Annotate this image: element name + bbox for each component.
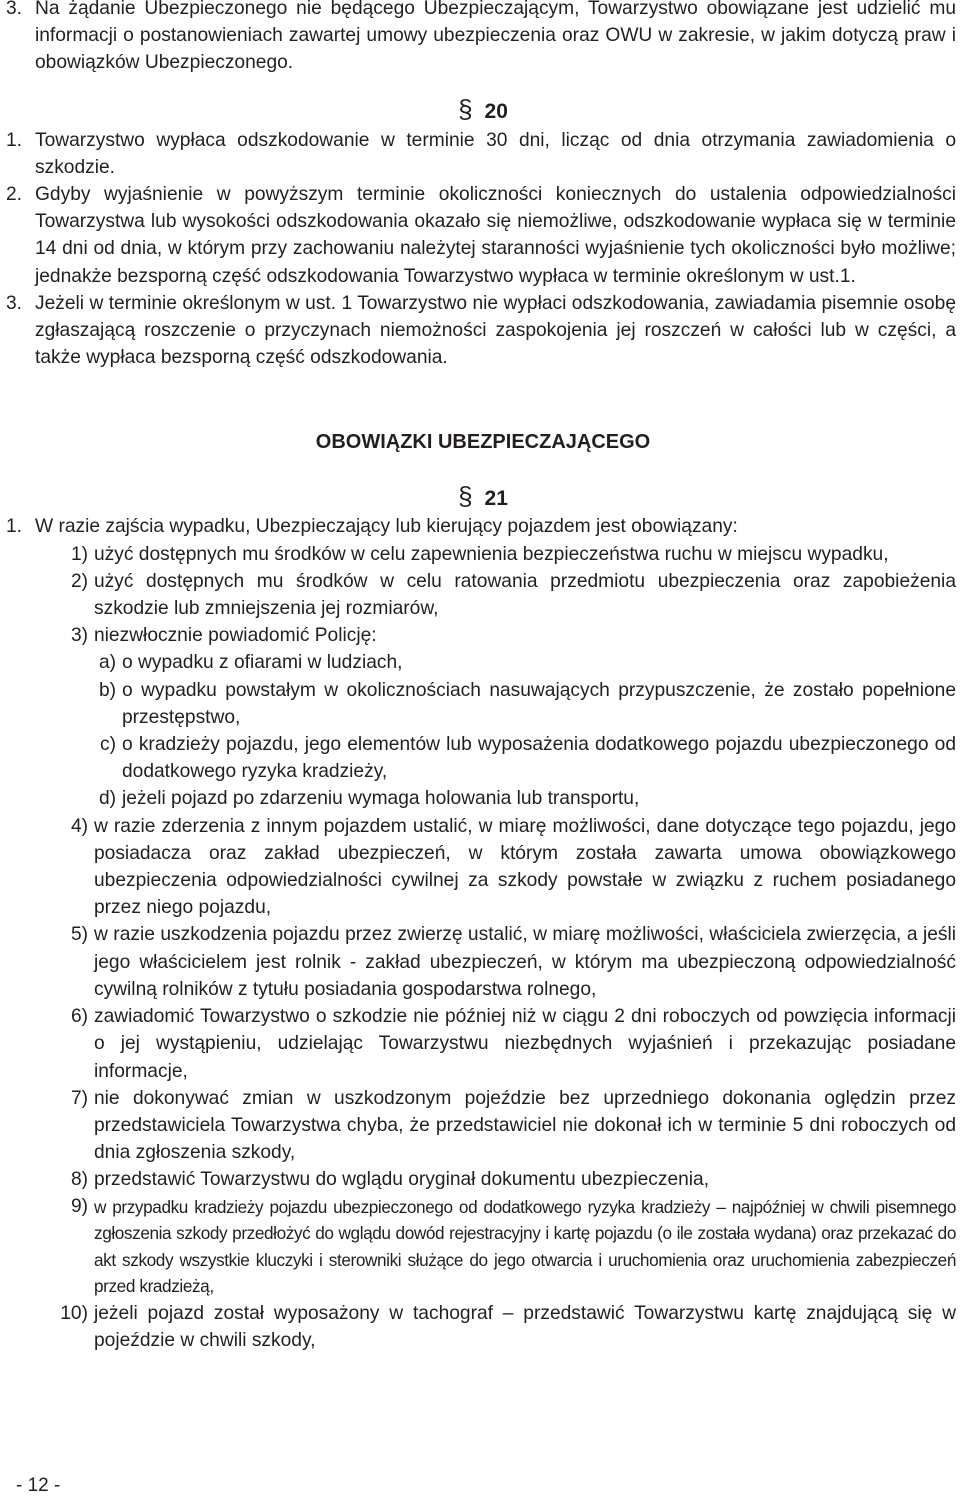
- list-text: niezwłocznie powiadomić Policję:: [94, 625, 377, 647]
- list-item-5: [6, 921, 956, 1003]
- list-item-8: [6, 1166, 956, 1193]
- list-text: zawiadomić Towarzystwo o szkodzie nie później niż w ciągu 2 dni roboczych od powzięcia informacji o jej wystąpieniu, udzielając Towarzystwu niezbędnych wyjaśnień i przekazując posiadane informacje,: [94, 1006, 956, 1082]
- section-21-heading: [6, 479, 956, 513]
- list-item-2: [6, 568, 956, 622]
- list-item-1: [6, 541, 956, 568]
- list-text: użyć dostępnych mu środków w celu ratowania przedmiotu ubezpieczenia oraz zapobieżenia szkodzie lub zmniejszenia jej rozmiarów,: [94, 570, 956, 620]
- item-text: Gdyby wyjaśnienie w powyższym terminie okoliczności koniecznych do ustalenia odpowiedzialności Towarzystwa lub wysokości odszkodowania okazało się niemożliwe, odszkodowanie wypłaca się w terminie 14 dni od dnia, w którym przy zachowaniu należytej staranności wyjaśnienie tych okoliczności było możliwe; jednakże bezsporną część odszkodowania Towarzystwo wypłaca w terminie określonym w ust.1.: [35, 184, 956, 287]
- list-text: nie dokonywać zmian w uszkodzonym pojeździe bez uprzedniego dokonania oględzin przez przedstawiciela Towarzystwa chyba, że przedstawiciel nie dokonał ich w terminie 5 dni roboczych od dnia zgłoszenia szkody,: [94, 1087, 956, 1164]
- list-number: 2): [70, 570, 88, 592]
- item-text: W razie zajścia wypadku, Ubezpieczający lub kierujący pojazdem jest obowiązany:: [35, 516, 738, 538]
- list-item-3: [6, 622, 956, 649]
- section-number: 20: [484, 99, 508, 123]
- sublist-text: o kradzieży pojazdu, jego elementów lub wyposażenia dodatkowego pojazdu ubezpieczonego od dodatkowego ryzyka kradzieży,: [122, 734, 956, 783]
- sublist-text: jeżeli pojazd po zdarzeniu wymaga holowania lub transportu,: [122, 788, 640, 810]
- list-text: w przypadku kradzieży pojazdu ubezpieczonego od dodatkowego ryzyka kradzieży – najpóźniej w chwili pisemnego zgłoszenia szkody przedłożyć do wglądu dowód rejestracyjny i kartę pojazdu (o ile została wydana) oraz przekazać do akt szkody wszystkie kluczyki i sterowniki służące do jego otwarcia i uruchomienia oraz uruchomienia zabezpieczeń przed kradzieżą,: [94, 1196, 956, 1297]
- list-text: w razie zderzenia z innym pojazdem ustalić, w miarę możliwości, dane dotyczące tego pojazdu, jego posiadacza oraz zakład ubezpieczeń, w którym została zawarta umowa obowiązkowego ubezpieczenia odpowiedzialności cywilnej za szkody powstałe w związku z ruchem posiadanego przez niego pojazdu,: [94, 815, 956, 919]
- sublist-letter: b): [98, 679, 116, 701]
- list-item-6: [6, 1003, 956, 1085]
- paragraph-number: 3.: [6, 0, 23, 19]
- sublist-letter: c): [100, 734, 116, 756]
- page-number: - 12 -: [16, 1475, 61, 1496]
- list-number: 10): [60, 1302, 88, 1324]
- list-item-9: [6, 1194, 956, 1300]
- item-text: Jeżeli w terminie określonym w ust. 1 Towarzystwo nie wypłaci odszkodowania, zawiadamia pisemnie osobę zgłaszającą roszczenie o przyczynach niemożności zaspokojenia jej roszczeń w całości lub w części, a także wypłaca bezsporną część odszkodowania.: [35, 292, 956, 369]
- list-number: 5): [70, 924, 88, 946]
- section-21-intro: [6, 513, 956, 540]
- sublist-letter: a): [98, 652, 116, 674]
- list-item-7: [6, 1085, 956, 1167]
- list-item-10: [6, 1300, 956, 1354]
- list-number: 9): [70, 1195, 88, 1217]
- paragraph-3: [6, 0, 956, 77]
- sublist-text: o wypadku z ofiarami w ludziach,: [122, 652, 403, 674]
- item-number: 1.: [6, 516, 23, 538]
- list-number: 8): [70, 1169, 88, 1191]
- section-20-item-1: [6, 127, 956, 181]
- list-item-4: [6, 813, 956, 922]
- section-number: 21: [484, 487, 508, 511]
- list-number: 4): [70, 815, 88, 837]
- sublist-item-a: [6, 649, 956, 676]
- list-number: 7): [70, 1087, 88, 1109]
- sublist-letter: d): [98, 788, 116, 810]
- item-number: 3.: [6, 292, 23, 314]
- sublist-item-b: [6, 677, 956, 731]
- chapter-heading: OBOWIĄZKI UBEZPIECZAJĄCEGO: [315, 431, 651, 454]
- list-number: 1): [70, 543, 88, 565]
- section-20-item-3: [6, 290, 956, 372]
- item-number: 1.: [6, 129, 23, 151]
- list-text: użyć dostępnych mu środków w celu zapewnienia bezpieczeństwa ruchu w miejscu wypadku,: [94, 543, 889, 565]
- list-number: 3): [70, 625, 88, 647]
- item-number: 2.: [6, 184, 23, 206]
- section-20-item-2: [6, 181, 956, 290]
- item-text: Towarzystwo wypłaca odszkodowanie w terminie 30 dni, licząc od dnia otrzymania zawiadomienia o szkodzie.: [35, 129, 956, 178]
- list-text: przedstawić Towarzystwu do wglądu oryginał dokumentu ubezpieczenia,: [94, 1169, 710, 1191]
- section-20-heading: [6, 91, 956, 127]
- sublist-text: o wypadku powstałym w okolicznościach nasuwających przypuszczenie, że zostało popełnione przestępstwo,: [122, 679, 956, 728]
- section-symbol: §: [458, 481, 473, 512]
- section-symbol: §: [458, 93, 473, 124]
- paragraph-text: Na żądanie Ubezpieczonego nie będącego Ubezpieczającym, Towarzystwo obowiązane jest udzielić mu informacji o postanowieniach zawartej umowy ubezpieczenia oraz OWU w zakresie, w jakim dotyczą praw i obowiązków Ubezpieczonego.: [35, 0, 956, 74]
- sublist-item-d: [6, 785, 956, 812]
- list-text: jeżeli pojazd został wyposażony w tachograf – przedstawić Towarzystwu kartę znajdującą się w pojeździe w chwili szkody,: [94, 1302, 956, 1351]
- list-text: w razie uszkodzenia pojazdu przez zwierzę ustalić, w miarę możliwości, właściciela zwierzęcia, a jeśli jego właścicielem jest rolnik - zakład ubezpieczeń, w którym ma ubezpieczoną odpowiedzialność cywilną rolników z tytułu posiadania gospodarstwa rolnego,: [94, 924, 956, 1000]
- list-number: 6): [70, 1006, 88, 1028]
- sublist-item-c: [6, 731, 956, 785]
